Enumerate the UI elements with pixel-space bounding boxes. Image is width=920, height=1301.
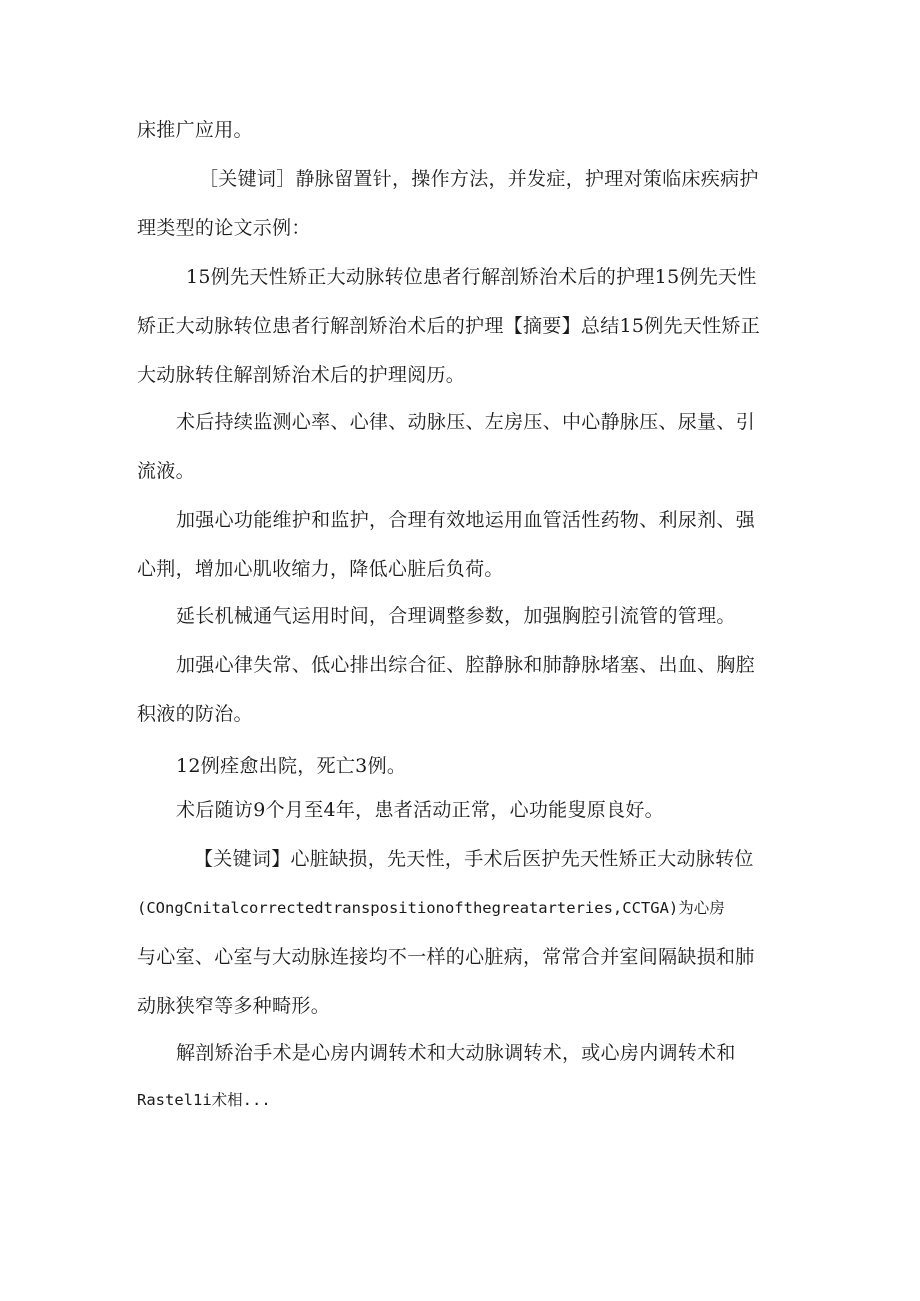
paragraph-start-line: 加强心律失常、低心排出综合征、腔静脉和肺静脉堵塞、出血、胸腔 xyxy=(176,654,756,676)
text-line: 心荆，增加心肌收缩力，降低心脏后负荷。 xyxy=(137,558,504,580)
text-line: 流液。 xyxy=(137,460,195,482)
text-line: 动脉狭窄等多种畸形。 xyxy=(137,995,331,1017)
paragraph-start-line: 延长机械通气运用时间，合理调整参数，加强胸腔引流管的管理。 xyxy=(176,605,736,627)
text-line: 床推广应用。 xyxy=(137,119,253,141)
paragraph-start-line: 加强心功能维护和监护，合理有效地运用血管活性药物、利尿剂、强 xyxy=(176,509,756,531)
paragraph-start-line: 解剖矫治手术是心房内调转术和大动脉调转术，或心房内调转术和 xyxy=(176,1042,736,1064)
paragraph-start-line: 15例先天性矫正大动脉转位患者行解剖矫治术后的护理15例先天性 xyxy=(186,266,757,288)
paragraph-start-line: 术后持续监测心率、心律、动脉压、左房压、中心静脉压、尿量、引 xyxy=(176,411,756,433)
text-line: 积液的防治。 xyxy=(137,703,253,725)
text-line: 大动脉转住解剖矫治术后的护理阅历。 xyxy=(137,364,466,386)
text-line: 矫正大动脉转位患者行解剖矫治术后的护理【摘要】总结15例先天性矫正 xyxy=(137,315,761,337)
keywords-line: ［关键词］静脉留置针，操作方法，并发症，护理对策临床疾病护 xyxy=(199,168,759,190)
abbreviation-line: (COngCnitalcorrectedtranspositionofthegreatarteries,CCTGA)为心房 xyxy=(137,899,725,917)
text-line: Rastel1i术相... xyxy=(137,1091,271,1109)
keywords-line: 【关键词】心脏缺损，先天性，手术后医护先天性矫正大动脉转位 xyxy=(194,848,754,870)
paragraph-start-line: 12例痊愈出院，死亡3例。 xyxy=(176,755,407,777)
paragraph-start-line: 术后随访9个月至4年，患者活动正常，心功能叟原良好。 xyxy=(176,799,664,821)
text-line: 理类型的论文示例： xyxy=(137,217,311,239)
text-line: 与心室、心室与大动脉连接均不一样的心脏病，常常合并室间隔缺损和肺 xyxy=(137,946,755,968)
